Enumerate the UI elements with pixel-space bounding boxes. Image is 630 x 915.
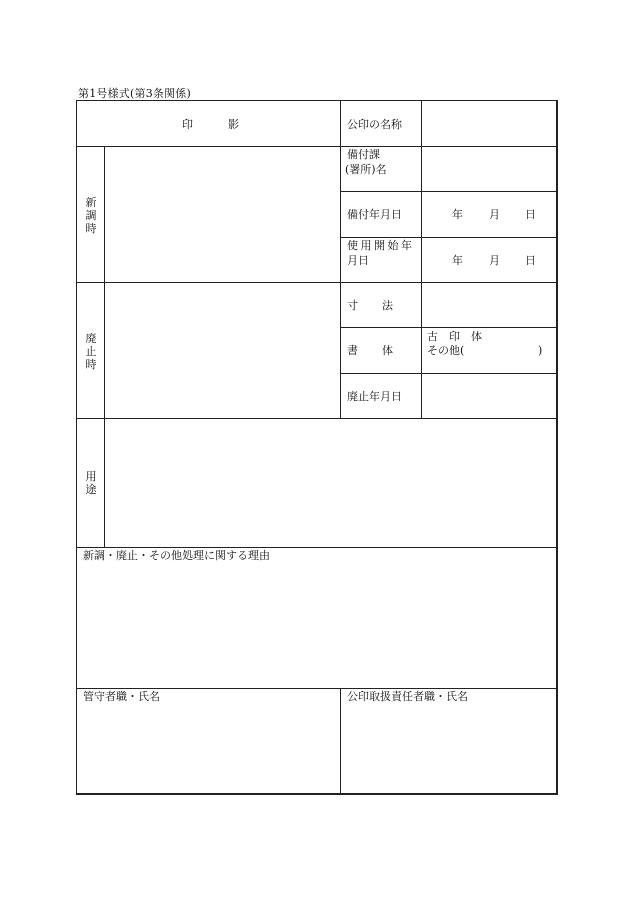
- dept-value-cell[interactable]: [421, 146, 558, 192]
- inei-label-left: 印: [182, 118, 193, 131]
- handler-label: 公印取扱責任者職・氏名: [347, 690, 468, 703]
- dept-label-line2: (署所)名: [345, 163, 387, 176]
- reason-label: 新調・廃止・その他処理に関する理由: [83, 549, 270, 562]
- font-option-other-close: ): [538, 344, 543, 357]
- font-option-other-open: その他(: [427, 344, 465, 357]
- size-label-char1: 寸: [347, 299, 358, 312]
- font-option-koinsho: 古 印 体: [427, 330, 482, 343]
- koin-name-label: 公印の名称: [347, 118, 402, 131]
- new-side-label: 新 調 時: [85, 196, 97, 235]
- font-label-char1: 書: [347, 344, 358, 357]
- start-date-month: 月: [489, 254, 500, 267]
- form-caption: 第1号様式(第3条関係): [78, 87, 191, 100]
- koin-name-value-cell[interactable]: [421, 100, 558, 147]
- seal-registration-form: [76, 100, 557, 794]
- usage-value-cell[interactable]: [104, 418, 558, 548]
- issue-date-month: 月: [489, 208, 500, 221]
- abolish-date-label: 廃止年月日: [347, 390, 402, 403]
- issue-date-label: 備付年月日: [347, 208, 402, 221]
- handler-cell[interactable]: [340, 688, 558, 795]
- issue-date-day: 日: [525, 208, 536, 221]
- start-date-day: 日: [525, 254, 536, 267]
- abolish-date-value-cell[interactable]: [421, 373, 558, 419]
- reason-cell[interactable]: [76, 547, 558, 689]
- dept-label-line1: 備付課: [347, 148, 380, 161]
- abolish-side-label: 廃 止 時: [85, 332, 97, 371]
- inei-label-right: 影: [228, 118, 239, 131]
- usage-side-label: 用 途: [85, 470, 97, 496]
- abolish-seal-impression-area[interactable]: [104, 282, 341, 419]
- font-label-char2: 体: [382, 344, 393, 357]
- custodian-cell[interactable]: [76, 688, 341, 795]
- issue-date-year: 年: [452, 208, 463, 221]
- custodian-label: 管守者職・氏名: [83, 690, 160, 703]
- size-value-cell[interactable]: [421, 282, 558, 328]
- inei-header-cell: [76, 100, 341, 147]
- start-date-label-line1: 使用開始年: [347, 239, 415, 252]
- start-date-label-line2: 月日: [347, 254, 369, 267]
- size-label-char2: 法: [382, 299, 393, 312]
- new-seal-impression-area[interactable]: [104, 146, 341, 283]
- start-date-year: 年: [452, 254, 463, 267]
